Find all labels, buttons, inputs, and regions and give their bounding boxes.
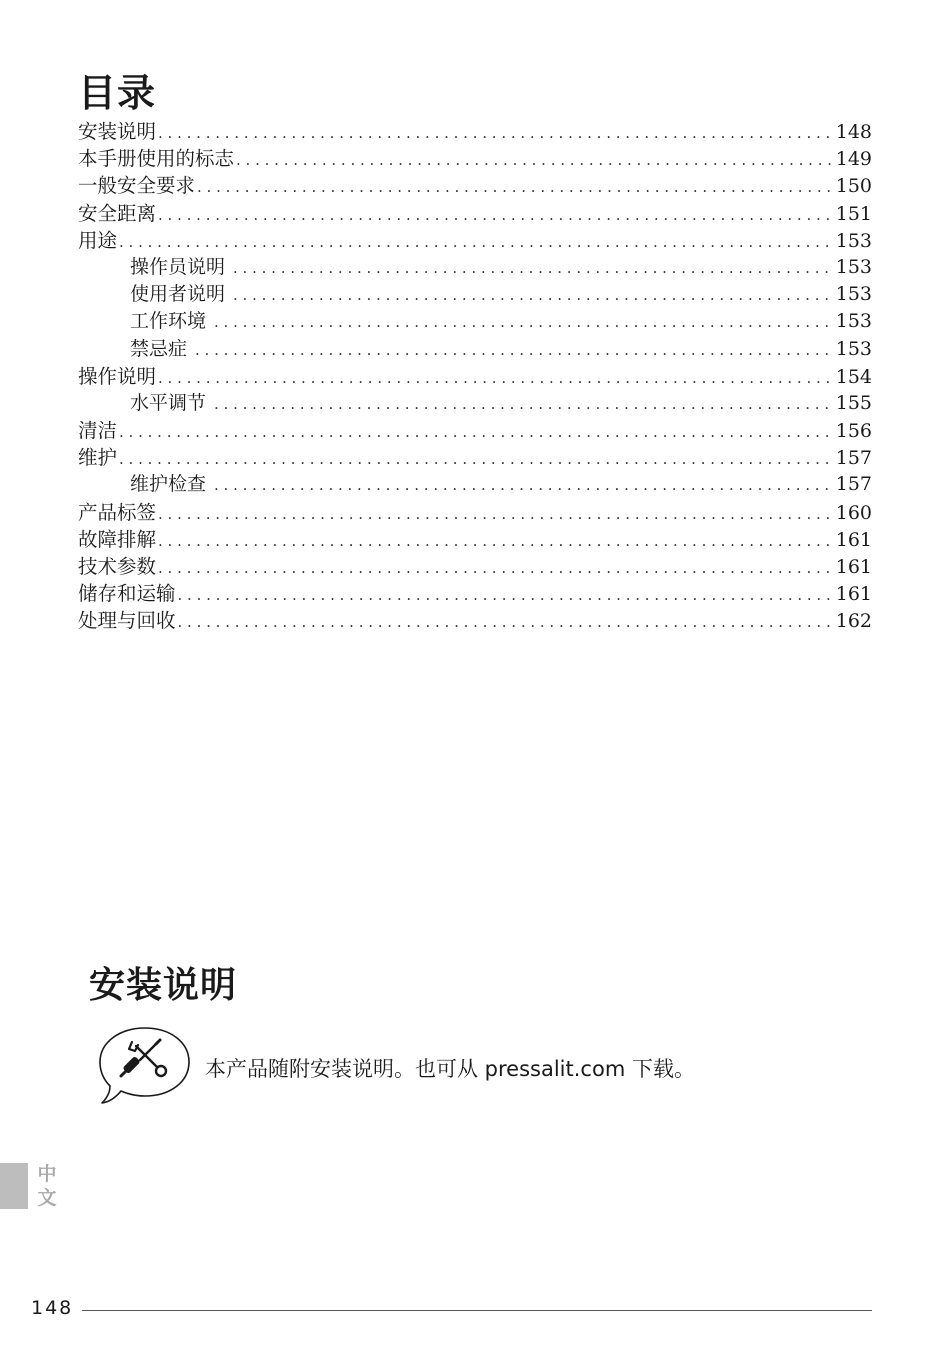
- toc-entry: [78, 363, 872, 390]
- toc-entry-page: 150: [835, 175, 872, 198]
- toc-entry-page: 151: [835, 202, 872, 225]
- toc-entry-label: 储存和运输: [78, 582, 176, 606]
- toc-entry: [78, 118, 872, 145]
- toc-subentry: [78, 254, 872, 281]
- toc-entry: [78, 227, 872, 254]
- toc-entry-page: 157: [835, 447, 872, 470]
- toc-entry-label: 安装说明: [78, 120, 157, 143]
- toc-entry: [78, 200, 872, 227]
- toc-entry-label: 用途: [78, 228, 118, 252]
- toc-entry-page: 148: [835, 121, 872, 143]
- toc-entry-page: 153: [835, 229, 872, 252]
- toc-entry-page: 153: [835, 283, 872, 306]
- toc-dot-leader: [214, 309, 834, 336]
- toc-entry-label: 禁忌症: [130, 337, 188, 360]
- toc-dot-leader: [119, 229, 834, 256]
- footer-rule: [82, 1310, 872, 1311]
- toc-entry-label: 操作员说明: [130, 255, 226, 278]
- toc-entry: [78, 172, 872, 199]
- toc-dot-leader: [178, 609, 834, 636]
- toc-entry-label: 维护: [78, 446, 118, 470]
- toc-entry: [78, 499, 872, 526]
- toc-entry-page: 153: [835, 310, 872, 333]
- toc-dot-leader: [214, 391, 834, 418]
- toc-entry-label: 工作环境: [130, 310, 207, 333]
- toc-entry-label: 本手册使用的标志: [78, 147, 235, 171]
- toc-entry-page: 154: [835, 365, 872, 388]
- toc-entry-label: 安全距离: [78, 201, 157, 225]
- section-title-installation: 安装说明: [89, 965, 238, 1006]
- toc-title: 目录: [78, 71, 157, 115]
- toc-entry: [78, 145, 872, 172]
- toc-entry-page: 156: [835, 420, 872, 443]
- toc-entry-page: 161: [835, 583, 872, 606]
- language-tab-marker: [0, 1163, 28, 1209]
- toc-dot-leader: [158, 120, 834, 147]
- tools-speech-bubble-icon: [96, 1024, 194, 1108]
- toc-entry-page: 160: [835, 501, 872, 524]
- toc-subentry: [78, 390, 872, 417]
- toc-dot-leader: [197, 174, 834, 201]
- toc-dot-leader: [158, 555, 834, 582]
- toc-dot-leader: [233, 282, 834, 309]
- toc-dot-leader: [158, 365, 834, 392]
- toc-entry-page: 157: [835, 473, 872, 496]
- table-of-contents: [78, 118, 872, 635]
- toc-dot-leader: [158, 202, 834, 229]
- toc-entry-label: 清洁: [78, 419, 118, 443]
- toc-entry-label: 一般安全要求: [78, 174, 196, 198]
- toc-entry-label: 技术参数: [78, 555, 157, 578]
- toc-entry-label: 操作说明: [78, 364, 157, 388]
- toc-entry-label: 水平调节: [130, 391, 207, 414]
- toc-dot-leader: [119, 446, 834, 473]
- toc-dot-leader: [214, 472, 834, 499]
- toc-entry: [78, 526, 872, 553]
- toc-entry-page: 153: [835, 337, 872, 360]
- toc-entry-label: 使用者说明: [130, 283, 226, 306]
- toc-entry-page: 162: [835, 610, 872, 633]
- installation-note: 本产品随附安装说明。也可从 pressalit.com 下载。: [205, 1057, 695, 1081]
- toc-entry: [78, 444, 872, 471]
- toc-entry-label: 维护检查: [130, 473, 207, 496]
- toc-entry-page: 161: [835, 528, 872, 551]
- toc-entry-label: 故障排解: [78, 527, 157, 551]
- language-tab-label: 中 文: [37, 1163, 57, 1209]
- toc-dot-leader: [233, 255, 834, 282]
- toc-entry: [78, 553, 872, 580]
- toc-dot-leader: [158, 528, 834, 555]
- toc-entry: [78, 607, 872, 634]
- toc-subentry: [78, 336, 872, 363]
- toc-entry-label: 处理与回收: [78, 609, 176, 633]
- toc-subentry: [78, 308, 872, 335]
- page-number: 148: [31, 1297, 74, 1319]
- toc-subentry: [78, 471, 872, 498]
- toc-entry-page: 153: [835, 255, 872, 278]
- toc-dot-leader: [195, 337, 834, 364]
- toc-entry-label: 产品标签: [78, 500, 157, 524]
- toc-dot-leader: [158, 501, 834, 528]
- toc-entry: [78, 580, 872, 607]
- screwdriver-icon: [121, 1040, 160, 1076]
- toc-entry-page: 161: [835, 556, 872, 578]
- toc-dot-leader: [178, 582, 834, 609]
- toc-dot-leader: [236, 147, 834, 174]
- toc-entry: [78, 417, 872, 444]
- toc-subentry: [78, 281, 872, 308]
- toc-dot-leader: [119, 419, 834, 446]
- toc-entry-page: 155: [835, 391, 872, 414]
- toc-entry-page: 149: [835, 148, 872, 171]
